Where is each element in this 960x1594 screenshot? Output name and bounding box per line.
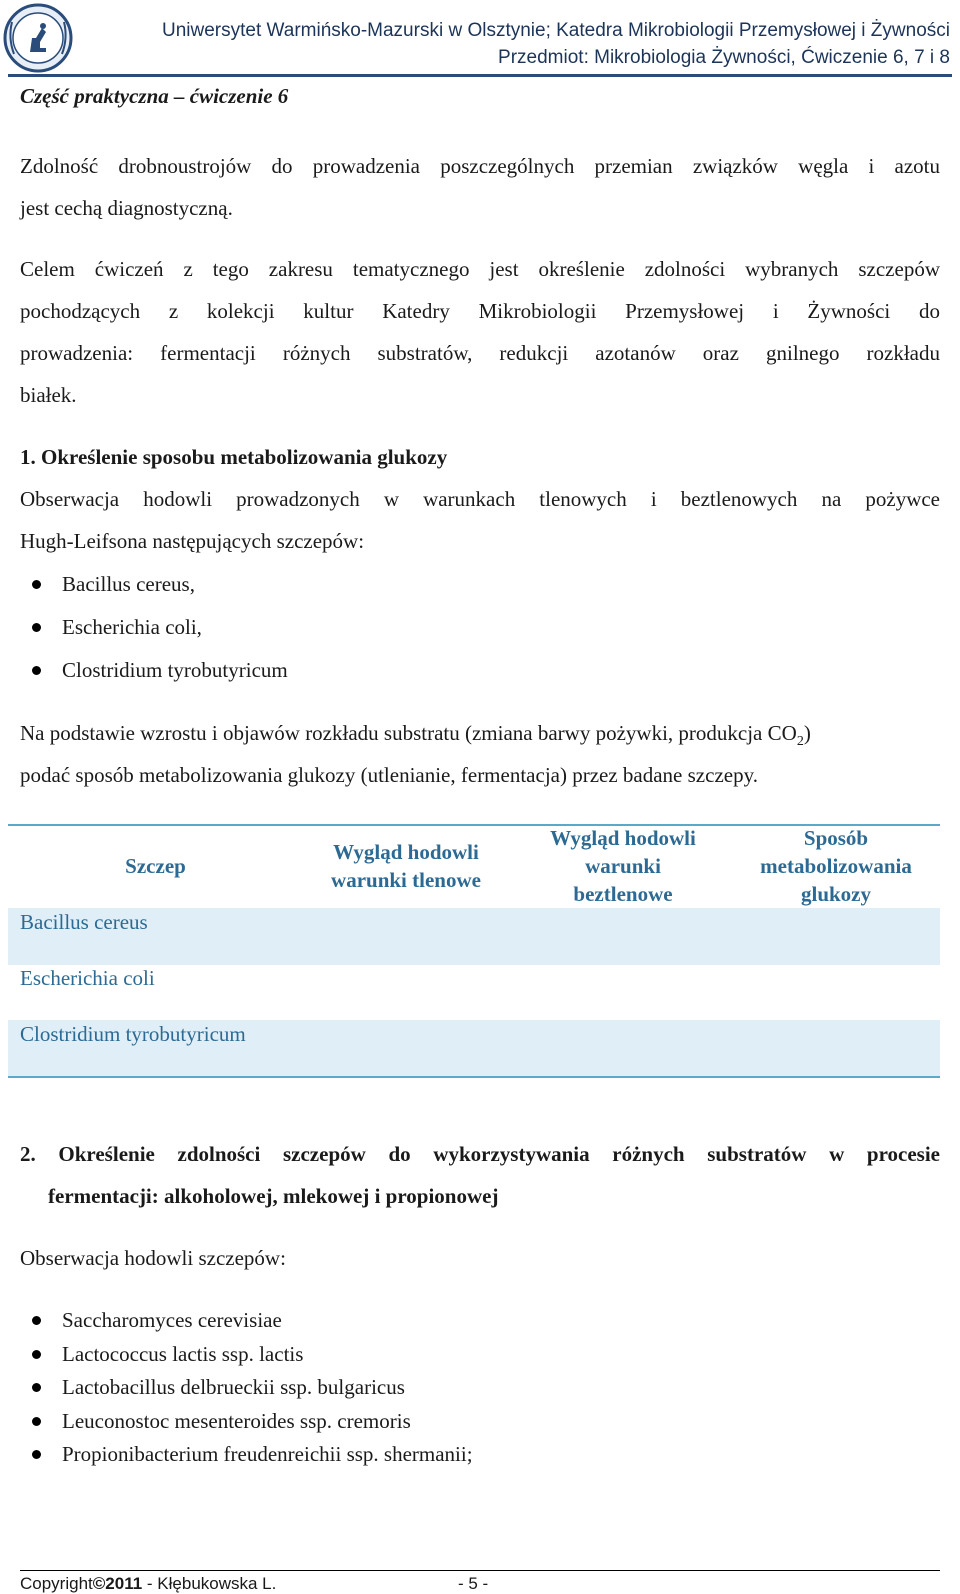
header-divider [8,74,952,77]
table-header-metabolism: Sposób metabolizowania glukozy [760,826,912,906]
intro-p2-line2: pochodzących z kolekcji kultur Katedry Mikrobiologii Przemysłowej i Żywności do [20,299,940,323]
results-table [8,824,940,1079]
page-header [0,0,960,78]
task1-heading: 1. Określenie sposobu metabolizowania glukozy [20,445,448,469]
header-subject: Przedmiot: Mikrobiologia Żywności, Ćwiczenie 6, 7 i 8 [498,47,950,68]
task1-strain-list [0,563,900,692]
task2-strain-list [0,1304,900,1472]
university-crest-icon [2,2,74,74]
list-item: Propionibacterium freudenreichii ssp. shermanii; [0,1438,900,1472]
task2-heading-line2: fermentacji: alkoholowej, mlekowej i propionowej [48,1184,499,1208]
list-item: Lactobacillus delbrueckii ssp. bulgaricus [0,1371,900,1405]
list-item: Lactococcus lactis ssp. lactis [0,1338,900,1372]
task2-desc: Obserwacja hodowli szczepów: [20,1246,286,1270]
table-row: Bacillus cereus [20,910,148,934]
table-row: Clostridium tyrobutyricum [20,1022,246,1046]
task1-desc-line1: Obserwacja hodowli prowadzonych w warunkach tlenowych i beztlenowych na pożywce [20,487,940,511]
intro-p2-line3: prowadzenia: fermentacji różnych substratów, redukcji azotanów oraz gnilnego rozkładu [20,341,940,365]
bullet-icon [32,623,41,632]
section-title: Część praktyczna – ćwiczenie 6 [20,84,289,108]
task1-note-line2: podać sposób metabolizowania glukozy (utlenianie, fermentacja) przez badane szczepy. [20,763,758,787]
list-item: Leuconostoc mesenteroides ssp. cremoris [0,1405,900,1439]
bullet-icon [32,1316,41,1325]
page-number: - 5 - [458,1574,489,1593]
intro-p1-line1: Zdolność drobnoustrojów do prowadzenia poszczególnych przemian związków węgla i azotu [20,154,940,178]
intro-p1-line2: jest cechą diagnostyczną. [20,196,233,220]
header-university: Uniwersytet Warmińsko-Mazurski w Olsztynie; Katedra Mikrobiologii Przemysłowej i Żywności [162,20,950,41]
table-row: Escherichia coli [20,966,155,990]
task1-desc-line2: Hugh-Leifsona następujących szczepów: [20,529,365,553]
table-band-row1 [8,908,940,965]
table-header-aerobic: Wygląd hodowli warunki tlenowe [331,840,481,892]
footer-divider [20,1570,940,1571]
bullet-icon [32,666,41,675]
table-header-anaerobic: Wygląd hodowli warunki beztlenowe [550,826,696,906]
list-item: Clostridium tyrobutyricum [0,649,900,692]
intro-p2-line4: białek. [20,383,77,407]
footer-copyright: Copyright©2011 - Kłębukowska L. [20,1574,277,1593]
bullet-icon [32,1350,41,1359]
bullet-icon [32,1450,41,1459]
table-header-strain: Szczep [125,854,186,878]
list-item: Escherichia coli, [0,606,900,649]
list-item: Saccharomyces cerevisiae [0,1304,900,1338]
table-bottom-rule [8,1076,940,1078]
task2-heading-line1: 2. Określenie zdolności szczepów do wykorzystywania różnych substratów w procesie [20,1142,940,1166]
intro-p2-line1: Celem ćwiczeń z tego zakresu tematycznego jest określenie zdolności wybranych szczepów [20,257,940,281]
bullet-icon [32,580,41,589]
bullet-icon [32,1383,41,1392]
task1-note-line1: Na podstawie wzrostu i objawów rozkładu substratu (zmiana barwy pożywki, produkcja $CO_2$) [20,721,811,750]
list-item: Bacillus cereus, [0,563,900,606]
bullet-icon [32,1417,41,1426]
